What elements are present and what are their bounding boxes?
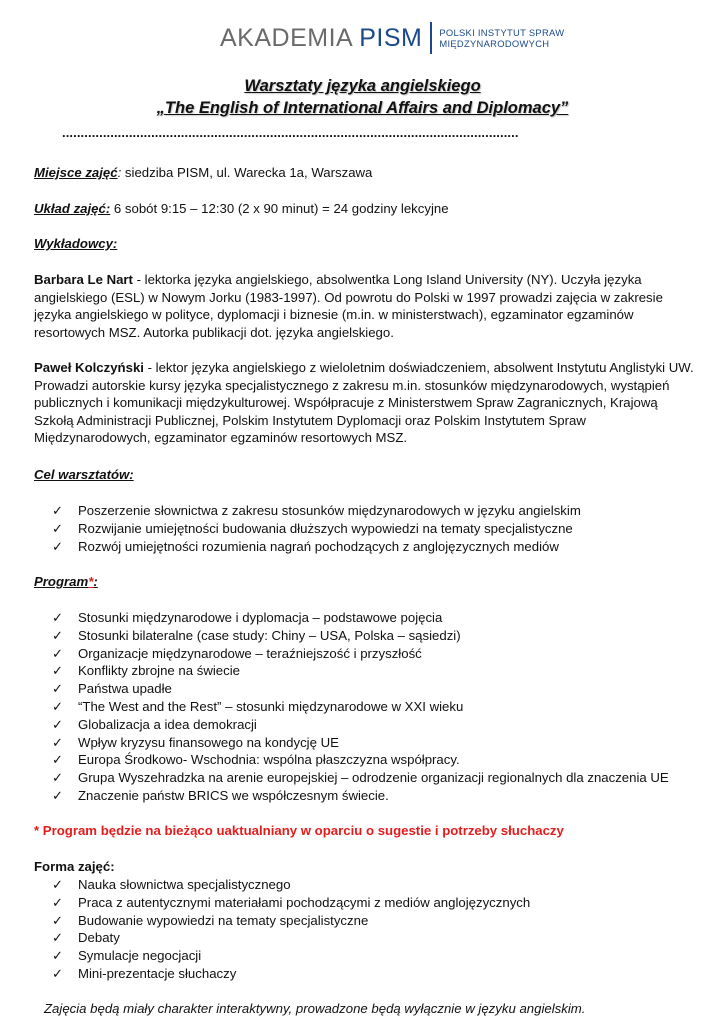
- list-item-text: “The West and the Rest” – stosunki międzynarodowe w XXI wieku: [78, 698, 464, 714]
- logo-sub-line2: MIĘDZYNARODOWYCH: [439, 38, 550, 49]
- place-colon: :: [117, 165, 122, 180]
- separator-dots: ...........................................................................................................................: [62, 125, 519, 140]
- lecturer-1-name: Barbara Le Nart: [34, 272, 133, 287]
- program-asterisk: *: [88, 574, 94, 589]
- lecturer-2-bio: - lektor języka angielskiego z wieloletnim doświadczeniem, absolwent Instytutu Anglistyki UW. Prowadzi autorskie kursy języka specjalistycznego z zakresu m.in. stosunków międzynarodowych, wystąpień publicznych i komunikacji międzykulturowej. Współpracuje z Ministerstwem Spraw Zagranicznych, Krajową Szkołą Administracji Publicznej, Polskim Instytutem Dyplomacji oraz Polskim Instytutem Spraw Międzynarodowych, egzaminator egzaminów resortowych MSZ.: [34, 360, 694, 446]
- program-note: * Program będzie na bieżąco uaktualniany w oparciu o sugestie i potrzeby słuchaczy: [34, 823, 564, 838]
- checkmark-icon: ✓: [52, 877, 64, 892]
- checkmark-icon: ✓: [52, 627, 64, 643]
- checkmark-icon: ✓: [52, 948, 64, 964]
- form-heading: [34, 858, 689, 876]
- checkmark-icon: ✓: [52, 965, 64, 981]
- list-item: [52, 680, 702, 698]
- list-item-text: Europa Środkowo- Wschodnia: wspólna płaszczyzna współpracy.: [78, 752, 460, 768]
- place-line: [34, 164, 689, 182]
- list-item: [52, 502, 702, 520]
- checkmark-icon: ✓: [52, 734, 64, 750]
- title-line2: „The English of International Affairs and Diplomacy”: [156, 99, 569, 117]
- list-item: [52, 912, 702, 930]
- list-item: [52, 965, 702, 983]
- checkmark-icon: ✓: [52, 698, 64, 714]
- checkmark-icon: ✓: [52, 752, 64, 768]
- goals-list: [52, 502, 702, 555]
- goals-label: Cel warsztatów:: [34, 467, 134, 482]
- list-item: [52, 609, 702, 627]
- list-item-text: Budowanie wypowiedzi na tematy specjalistyczne: [78, 912, 369, 928]
- logo-sub-line1: POLSKI INSTYTUT SPRAW: [439, 27, 565, 38]
- list-item: [52, 734, 702, 752]
- list-item-text: Konflikty zbrojne na świecie: [78, 663, 240, 679]
- list-item: [52, 520, 702, 538]
- checkmark-icon: ✓: [52, 681, 64, 697]
- place-label: Miejsce zajęć: [34, 165, 118, 180]
- list-item-text: Znaczenie państw BRICS we współczesnym świecie.: [78, 787, 389, 803]
- list-item-text: Debaty: [78, 930, 120, 946]
- lecturer-1: [34, 271, 692, 341]
- list-item: [52, 662, 702, 680]
- list-item: [52, 627, 702, 645]
- checkmark-icon: ✓: [52, 520, 64, 536]
- list-item-text: Rozwój umiejętności rozumienia nagrań pochodzących z anglojęzycznych mediów: [78, 538, 559, 554]
- program-colon: :: [93, 574, 98, 589]
- list-item: [52, 716, 702, 734]
- lecturers-label: Wykładowcy:: [34, 236, 118, 251]
- list-item-text: Rozwijanie umiejętności budowania dłuższych wypowiedzi na tematy specjalistyczne: [78, 520, 573, 536]
- pism-logo: [220, 22, 564, 54]
- goals-heading: [34, 466, 689, 484]
- checkmark-icon: ✓: [52, 663, 64, 679]
- logo-divider: [430, 22, 432, 54]
- list-item-text: Mini-prezentacje słuchaczy: [78, 965, 237, 981]
- logo-akademia: AKADEMIA: [220, 24, 354, 52]
- list-item: [52, 538, 702, 556]
- checkmark-icon: ✓: [52, 716, 64, 732]
- checkmark-icon: ✓: [52, 503, 64, 518]
- lecturer-2: [34, 359, 694, 447]
- lecturer-2-name: Paweł Kolczyński: [34, 360, 144, 375]
- checkmark-icon: ✓: [52, 930, 64, 946]
- list-item-text: Stosunki międzynarodowe i dyplomacja – podstawowe pojęcia: [78, 610, 443, 625]
- footer-note: Zajęcia będą miały charakter interaktywny, prowadzone będą wyłącznie w języku angielskim.: [44, 1001, 586, 1016]
- list-item-text: Nauka słownictwa specjalistycznego: [78, 877, 291, 892]
- list-item-text: Poszerzenie słownictwa z zakresu stosunków międzynarodowych w języku angielskim: [78, 503, 581, 518]
- checkmark-icon: ✓: [52, 894, 64, 910]
- form-list: [52, 876, 702, 983]
- lecturer-1-bio: - lektorka języka angielskiego, absolwentka Long Island University (NY). Uczyła języka angielskiego (ESL) w Nowym Jorku (1983-1997). Od powrotu do Polski w 1997 prowadzi zajęcia w zakresie języka angielskiego w polityce, dyplomacji i biznesie (m.in. w ministerstwach), egzaminator egzaminów resortowych MSZ. Autorka publikacji dot. języka angielskiego.: [34, 272, 663, 340]
- program-label: Program: [34, 574, 89, 589]
- list-item-text: Globalizacja a idea demokracji: [78, 716, 257, 732]
- checkmark-icon: ✓: [52, 645, 64, 661]
- schedule-label: Układ zajęć:: [34, 201, 111, 216]
- logo-subtitle: [439, 27, 564, 49]
- list-item: [52, 751, 702, 769]
- list-item-text: Grupa Wyszehradzka na arenie europejskiej – odrodzenie organizacji regionalnych dla znaczenia UE: [78, 770, 669, 786]
- program-heading: [34, 573, 689, 591]
- checkmark-icon: ✓: [52, 770, 64, 786]
- list-item-text: Organizacje międzynarodowe – teraźniejszość i przyszłość: [78, 645, 422, 661]
- form-label: Forma zajęć:: [34, 859, 115, 874]
- list-item-text: Wpływ kryzysu finansowego na kondycję UE: [78, 734, 339, 750]
- title-line1: Warsztaty języka angielskiego: [244, 77, 481, 95]
- schedule-value: 6 sobót 9:15 – 12:30 (2 x 90 minut) = 24 godziny lekcyjne: [110, 201, 449, 216]
- checkmark-icon: ✓: [52, 912, 64, 928]
- list-item: [52, 698, 702, 716]
- list-item-text: Państwa upadłe: [78, 681, 172, 697]
- list-item: [52, 787, 702, 805]
- logo-wordmark: [220, 23, 422, 53]
- schedule-line: [34, 200, 689, 218]
- list-item: [52, 929, 702, 947]
- place-value: siedziba PISM, ul. Warecka 1a, Warszawa: [121, 165, 373, 180]
- lecturers-heading: [34, 235, 689, 253]
- logo-pism: PISM: [359, 24, 423, 52]
- checkmark-icon: ✓: [52, 787, 64, 803]
- list-item: [52, 876, 702, 894]
- list-item: [52, 894, 702, 912]
- list-item-text: Stosunki bilateralne (case study: Chiny – USA, Polska – sąsiedzi): [78, 627, 461, 643]
- checkmark-icon: ✓: [52, 538, 64, 554]
- list-item: [52, 645, 702, 663]
- program-list: [52, 609, 702, 805]
- list-item: [52, 947, 702, 965]
- list-item-text: Praca z autentycznymi materiałami pochodzącymi z mediów anglojęzycznych: [78, 894, 531, 910]
- list-item: [52, 769, 702, 787]
- checkmark-icon: ✓: [52, 610, 64, 625]
- list-item-text: Symulacje negocjacji: [78, 948, 202, 964]
